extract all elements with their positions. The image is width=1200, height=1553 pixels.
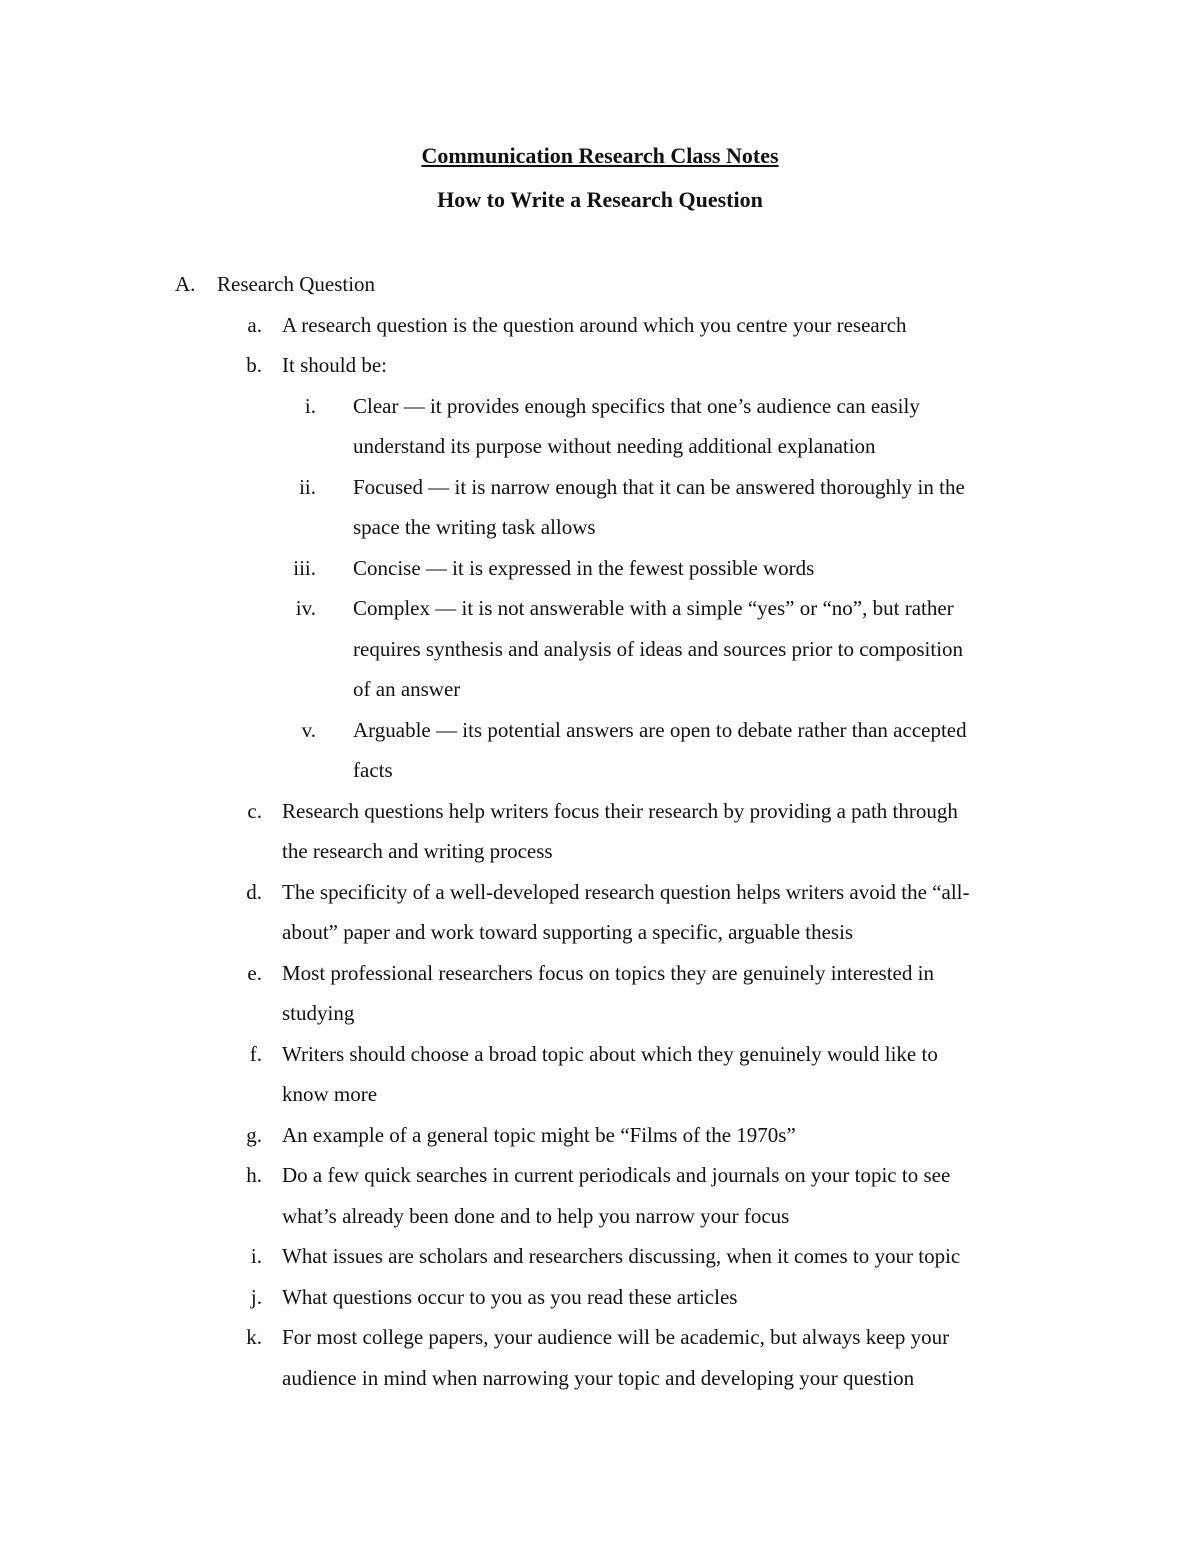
list-item-text: Most professional researchers focus on topics they are genuinely interested in — [282, 960, 934, 985]
sub-item-text: facts — [353, 758, 393, 782]
list-item-text: what’s already been done and to help you narrow your focus — [282, 1203, 790, 1228]
list-item-marker: g. — [246, 1122, 262, 1147]
list-item-text: Writers should choose a broad topic about which they genuinely would like to — [282, 1041, 938, 1066]
section-marker: A. — [175, 272, 196, 296]
list-item-text: For most college papers, your audience will be academic, but always keep your — [282, 1325, 950, 1349]
list-item-marker: d. — [246, 879, 262, 904]
sub-item-marker: iii. — [293, 555, 316, 580]
list-item-marker: h. — [246, 1163, 262, 1187]
list-item-marker: k. — [246, 1325, 262, 1349]
list-item-text: An example of a general topic might be “Films of the 1970s” — [282, 1122, 796, 1147]
list-item-text: It should be: — [282, 353, 387, 377]
sub-item-marker: ii. — [299, 474, 316, 499]
sub-item-text: Complex — it is not answerable with a simple “yes” or “no”, but rather — [353, 596, 954, 620]
sub-item-text: Focused — it is narrow enough that it can be answered thoroughly in the — [353, 474, 965, 499]
list-item-text: The specificity of a well-developed research question helps writers avoid the “all- — [282, 879, 970, 904]
list-item-text: Research questions help writers focus their research by providing a path through — [282, 798, 958, 823]
list-item-text: know more — [282, 1082, 378, 1106]
list-item-text: What questions occur to you as you read these articles — [282, 1284, 738, 1309]
list-item-text: studying — [282, 1001, 355, 1025]
list-item-marker: f. — [249, 1041, 262, 1066]
list-item-marker: i. — [250, 1244, 262, 1268]
document-title: Communication Research Class Notes — [421, 143, 779, 168]
section-heading: Research Question — [217, 272, 376, 296]
list-item-text: A research question is the question around which you centre your research — [282, 312, 907, 337]
sub-item-text: understand its purpose without needing additional explanation — [353, 434, 876, 458]
list-item-text: the research and writing process — [282, 839, 553, 863]
list-item-marker: j. — [250, 1284, 262, 1309]
sub-item-text: of an answer — [353, 677, 461, 701]
sub-item-text: Clear — it provides enough specifics that one’s audience can easily — [353, 393, 920, 418]
sub-item-text: space the writing task allows — [353, 515, 596, 539]
sub-item-text: Arguable — its potential answers are open to debate rather than accepted — [353, 717, 967, 742]
list-item-marker: e. — [247, 960, 262, 985]
document-subtitle: How to Write a Research Question — [437, 187, 763, 212]
list-item-marker: c. — [247, 798, 262, 823]
sub-item-marker: i. — [304, 393, 316, 418]
list-item-text: audience in mind when narrowing your topic and developing your question — [282, 1365, 915, 1390]
list-item-marker: b. — [246, 353, 262, 377]
list-item-text: What issues are scholars and researchers discussing, when it comes to your topic — [282, 1244, 961, 1268]
sub-item-marker: iv. — [295, 596, 316, 620]
sub-item-text: requires synthesis and analysis of ideas and sources prior to composition — [353, 636, 964, 661]
list-item-text: about” paper and work toward supporting a specific, arguable thesis — [282, 920, 854, 944]
list-item-text: Do a few quick searches in current periodicals and journals on your topic to see — [282, 1163, 951, 1187]
sub-item-marker: v. — [301, 717, 316, 742]
sub-item-text: Concise — it is expressed in the fewest possible words — [353, 555, 815, 580]
list-item-marker: a. — [247, 312, 262, 337]
